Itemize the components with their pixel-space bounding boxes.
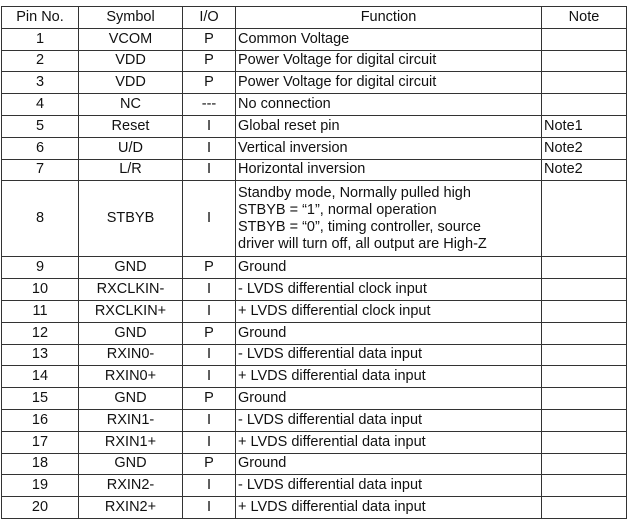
pin-io: I	[183, 475, 236, 497]
table-row	[2, 50, 627, 72]
pin-io: P	[183, 72, 236, 94]
pin-function: Global reset pin	[236, 115, 542, 137]
pin-note	[542, 279, 627, 301]
pin-symbol: VCOM	[79, 28, 183, 50]
pin-io: I	[183, 409, 236, 431]
table-row	[2, 431, 627, 453]
pin-function: + LVDS differential clock input	[236, 300, 542, 322]
pin-symbol: GND	[79, 388, 183, 410]
pin-io: P	[183, 28, 236, 50]
pin-number: 18	[2, 453, 79, 475]
header-pin-no: Pin No.	[2, 7, 79, 29]
table-row	[2, 388, 627, 410]
pin-assignment-table	[1, 6, 627, 519]
pin-io: I	[183, 344, 236, 366]
pin-io: P	[183, 50, 236, 72]
pin-symbol: STBYB	[79, 181, 183, 257]
pin-number: 5	[2, 115, 79, 137]
pin-number: 14	[2, 366, 79, 388]
function-line: STBYB = “0”, timing controller, source	[238, 218, 481, 235]
pin-symbol: RXCLKIN+	[79, 300, 183, 322]
pin-number: 12	[2, 322, 79, 344]
pin-io: P	[183, 388, 236, 410]
pin-note	[542, 431, 627, 453]
table-row	[2, 279, 627, 301]
pin-symbol: RXIN2-	[79, 475, 183, 497]
table-row	[2, 72, 627, 94]
pin-note	[542, 94, 627, 116]
pin-number: 19	[2, 475, 79, 497]
pin-symbol: RXIN0+	[79, 366, 183, 388]
pin-io: ---	[183, 94, 236, 116]
pin-note	[542, 257, 627, 279]
table-row	[2, 300, 627, 322]
table-row	[2, 409, 627, 431]
table-row	[2, 257, 627, 279]
table-row	[2, 475, 627, 497]
pin-function: - LVDS differential clock input	[236, 279, 542, 301]
pin-note	[542, 181, 627, 257]
header-function: Function	[236, 7, 542, 29]
pin-note	[542, 72, 627, 94]
pin-io: I	[183, 279, 236, 301]
pin-note	[542, 322, 627, 344]
pin-io: P	[183, 257, 236, 279]
pin-symbol: GND	[79, 257, 183, 279]
pin-function: Ground	[236, 388, 542, 410]
pin-function: + LVDS differential data input	[236, 431, 542, 453]
header-note: Note	[542, 7, 627, 29]
pin-io: I	[183, 181, 236, 257]
pin-number: 17	[2, 431, 79, 453]
pin-function: Ground	[236, 257, 542, 279]
pin-note	[542, 28, 627, 50]
pin-function	[236, 181, 542, 257]
pin-symbol: RXIN1-	[79, 409, 183, 431]
table-row	[2, 366, 627, 388]
pin-number: 13	[2, 344, 79, 366]
pin-note	[542, 388, 627, 410]
pin-number: 15	[2, 388, 79, 410]
pin-function: - LVDS differential data input	[236, 344, 542, 366]
pin-note	[542, 497, 627, 519]
table-row	[2, 94, 627, 116]
table-row	[2, 181, 627, 257]
pin-function: Power Voltage for digital circuit	[236, 50, 542, 72]
pin-io: I	[183, 366, 236, 388]
function-line: STBYB = “1”, normal operation	[238, 201, 437, 218]
pin-note	[542, 344, 627, 366]
table-row	[2, 28, 627, 50]
pin-io: I	[183, 137, 236, 159]
pin-number: 7	[2, 159, 79, 181]
pin-note: Note1	[542, 115, 627, 137]
pin-symbol: NC	[79, 94, 183, 116]
pin-number: 3	[2, 72, 79, 94]
pin-function: + LVDS differential data input	[236, 497, 542, 519]
table-row	[2, 344, 627, 366]
pin-number: 11	[2, 300, 79, 322]
pin-io: I	[183, 431, 236, 453]
pin-function: - LVDS differential data input	[236, 409, 542, 431]
pin-symbol: GND	[79, 322, 183, 344]
pin-note	[542, 453, 627, 475]
pin-symbol: GND	[79, 453, 183, 475]
pin-number: 6	[2, 137, 79, 159]
pin-function: Power Voltage for digital circuit	[236, 72, 542, 94]
table-row	[2, 115, 627, 137]
pin-function: Vertical inversion	[236, 137, 542, 159]
table-row	[2, 453, 627, 475]
pin-function: Ground	[236, 453, 542, 475]
pin-number: 20	[2, 497, 79, 519]
pin-symbol: VDD	[79, 72, 183, 94]
table-row	[2, 497, 627, 519]
table-row	[2, 159, 627, 181]
pin-symbol: RXIN0-	[79, 344, 183, 366]
pin-function: No connection	[236, 94, 542, 116]
pin-number: 9	[2, 257, 79, 279]
pin-io: I	[183, 300, 236, 322]
table-row	[2, 137, 627, 159]
pin-number: 1	[2, 28, 79, 50]
function-line: driver will turn off, all output are High-Z	[238, 235, 487, 252]
pin-note	[542, 409, 627, 431]
pin-note	[542, 50, 627, 72]
pin-io: I	[183, 497, 236, 519]
pin-io: I	[183, 115, 236, 137]
pin-number: 4	[2, 94, 79, 116]
pin-number: 8	[2, 181, 79, 257]
pin-note: Note2	[542, 159, 627, 181]
pin-io: P	[183, 322, 236, 344]
pin-symbol: VDD	[79, 50, 183, 72]
table-row	[2, 322, 627, 344]
pin-symbol: L/R	[79, 159, 183, 181]
pin-function: + LVDS differential data input	[236, 366, 542, 388]
pin-function: Ground	[236, 322, 542, 344]
header-symbol: Symbol	[79, 7, 183, 29]
pin-symbol: U/D	[79, 137, 183, 159]
pin-note	[542, 475, 627, 497]
pin-note: Note2	[542, 137, 627, 159]
pin-function: Common Voltage	[236, 28, 542, 50]
function-line: Standby mode, Normally pulled high	[238, 184, 471, 201]
pin-number: 2	[2, 50, 79, 72]
pin-symbol: RXCLKIN-	[79, 279, 183, 301]
pin-io: P	[183, 453, 236, 475]
pin-symbol: RXIN1+	[79, 431, 183, 453]
pin-note	[542, 300, 627, 322]
table-header-row	[2, 7, 627, 29]
pin-number: 16	[2, 409, 79, 431]
pin-number: 10	[2, 279, 79, 301]
pin-note	[542, 366, 627, 388]
pin-function: Horizontal inversion	[236, 159, 542, 181]
header-io: I/O	[183, 7, 236, 29]
pin-symbol: Reset	[79, 115, 183, 137]
pin-symbol: RXIN2+	[79, 497, 183, 519]
pin-function: - LVDS differential data input	[236, 475, 542, 497]
pin-io: I	[183, 159, 236, 181]
